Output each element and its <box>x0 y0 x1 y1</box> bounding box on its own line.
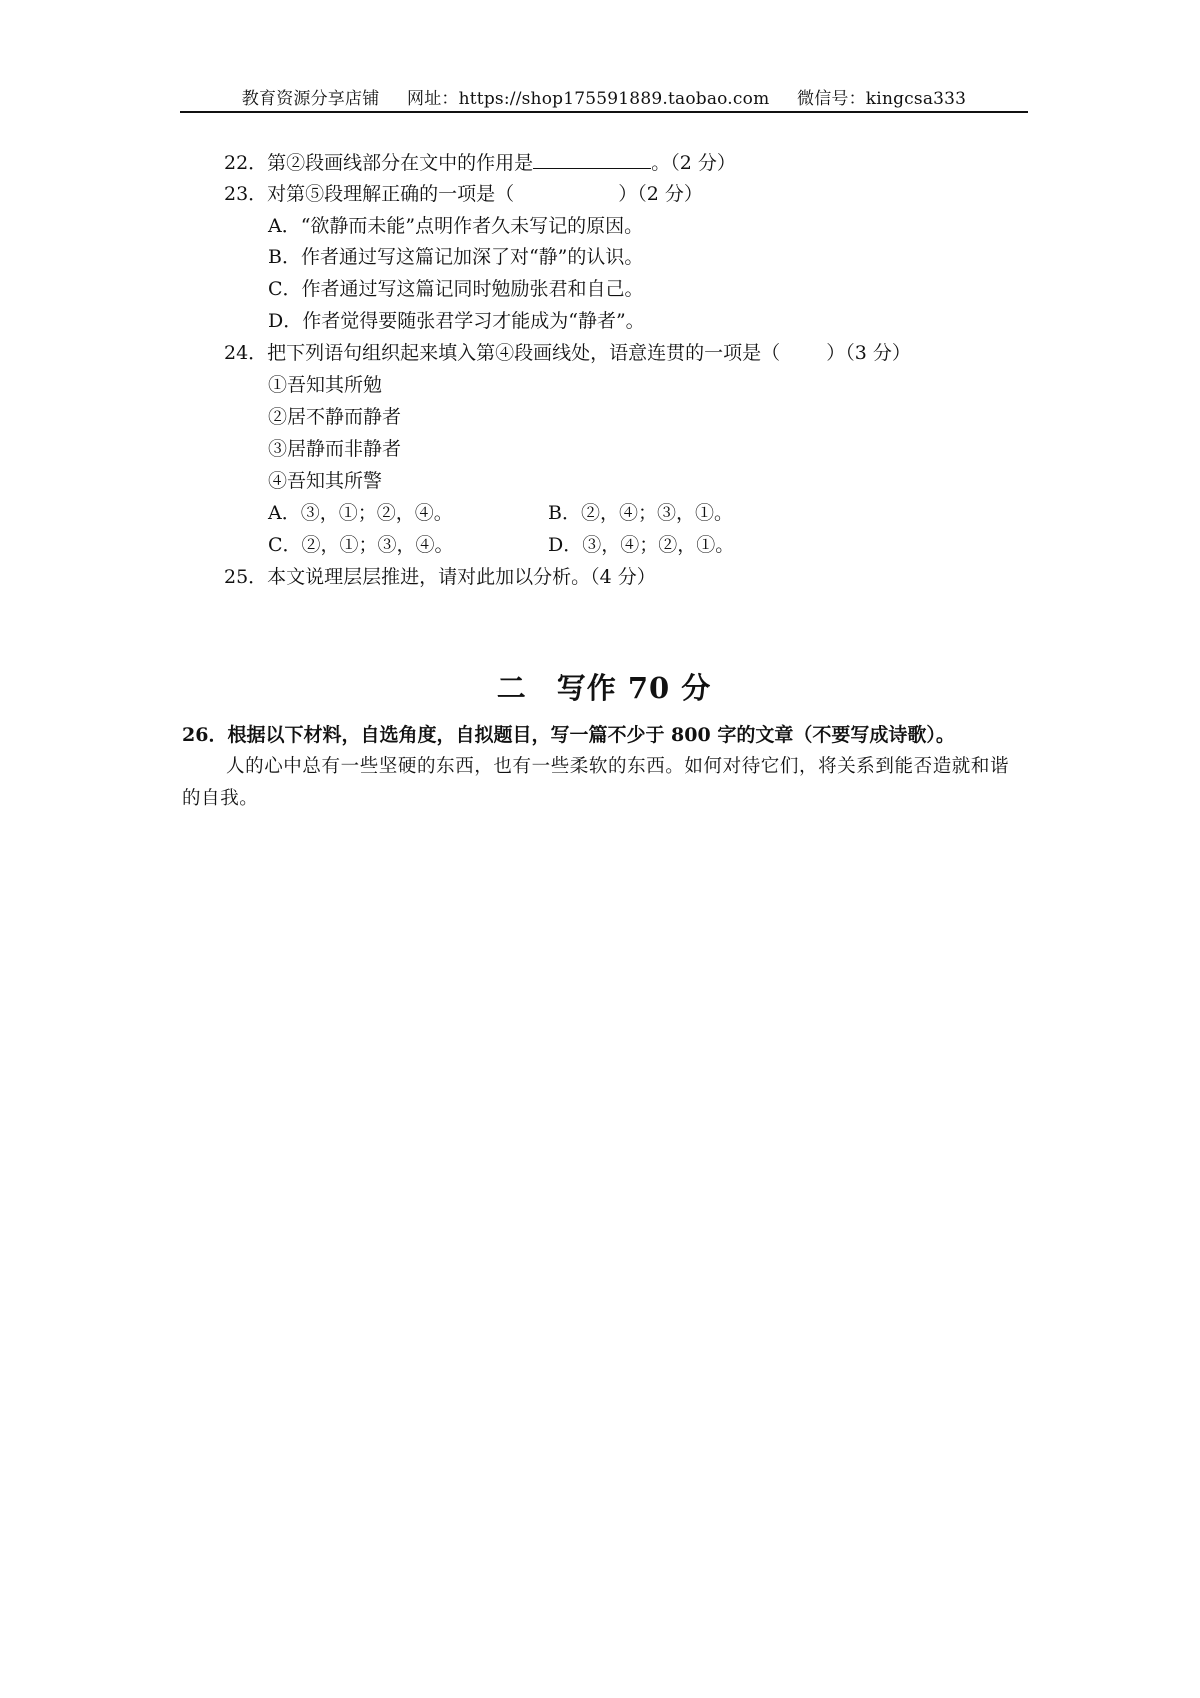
question-24-item-4: ④吾知其所警 <box>268 470 383 492</box>
header-divider <box>180 111 1028 113</box>
question-23-option-b: B．作者通过写这篇记加深了对“静”的认识。 <box>268 246 644 268</box>
header-wechat-id: 微信号：kingcsa333 <box>797 89 967 109</box>
question-24-text: 24．把下列语句组织起来填入第④段画线处，语意连贯的一项是（ <box>224 342 781 364</box>
question-24-score: ）（3 分） <box>826 342 911 364</box>
answer-blank-22 <box>533 150 651 169</box>
header-shop-url: 网址：https://shop175591889.taobao.com <box>407 89 770 109</box>
question-24-option-a: A．③，①；②，④。 <box>268 502 453 524</box>
header-shop-name: 教育资源分享店铺 <box>241 89 380 109</box>
question-24-item-1: ①吾知其所勉 <box>268 374 383 396</box>
question-23-score: ）（2 分） <box>618 183 703 205</box>
question-23-option-d: D．作者觉得要随张君学习才能成为“静者”。 <box>268 310 645 332</box>
page-header <box>180 84 1028 109</box>
question-22-score: 。（2 分） <box>651 152 736 174</box>
question-23-text: 23．对第⑤段理解正确的一项是（ <box>224 183 515 205</box>
question-26-prompt: 26．根据以下材料，自选角度，自拟题目，写一篇不少于 800 字的文章（不要写成诗歌）。 <box>182 724 955 746</box>
question-24-option-d: D．③，④；②，①。 <box>548 534 735 556</box>
question-24-item-2: ②居不静而静者 <box>268 406 402 428</box>
writing-material-paragraph: 人的心中总有一些坚硬的东西，也有一些柔软的东西。如何对待它们，将关系到能否造就和谐的自我。 <box>182 756 1010 809</box>
question-23-option-a: A．“欲静而未能”点明作者久未写记的原因。 <box>268 215 644 237</box>
question-22-text: 22．第②段画线部分在文中的作用是 <box>224 152 534 174</box>
question-22 <box>224 150 736 175</box>
question-24-option-c: C．②，①；③，④。 <box>268 534 454 556</box>
section-title-writing: 二 写作 70 分 <box>496 671 712 705</box>
question-24-item-3: ③居静而非静者 <box>268 438 402 460</box>
question-23 <box>224 182 703 206</box>
question-25: 25．本文说理层层推进，请对此加以分析。（4 分） <box>224 566 656 588</box>
question-24-option-b: B．②，④；③，①。 <box>548 502 733 524</box>
question-23-option-c: C．作者通过写这篇记同时勉励张君和自己。 <box>268 278 644 300</box>
question-24 <box>224 341 911 365</box>
